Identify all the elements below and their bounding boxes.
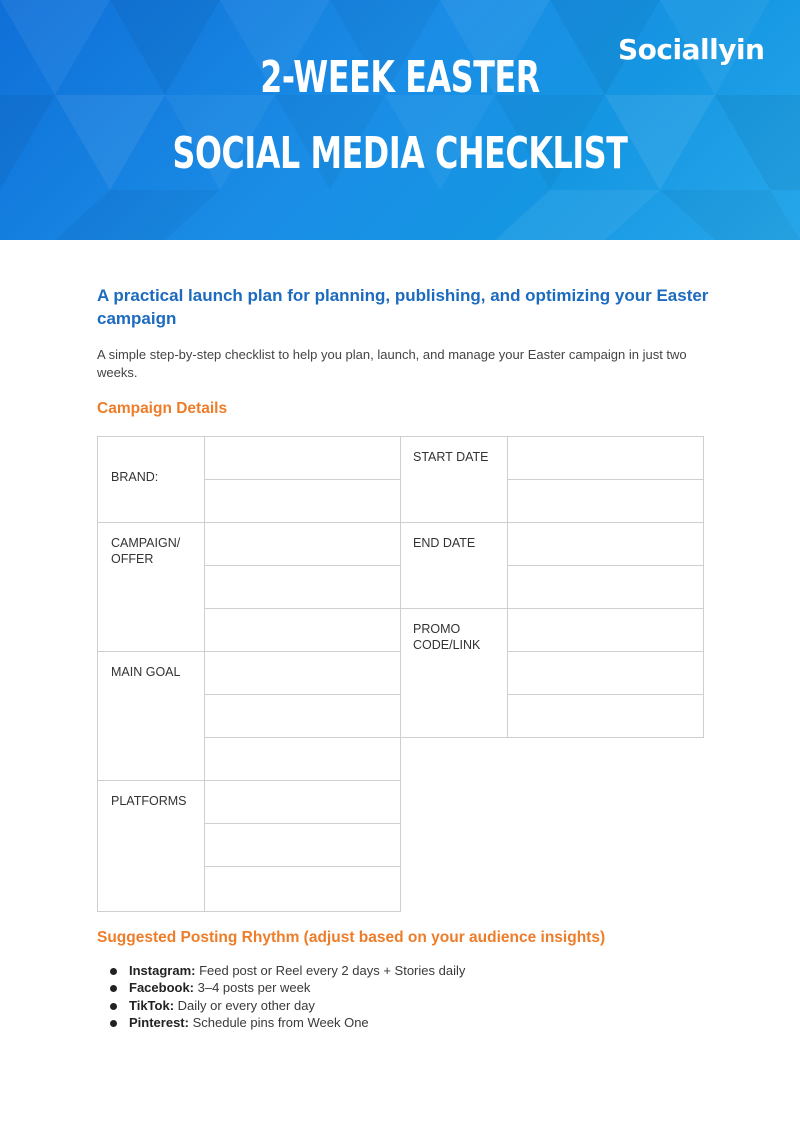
sociallyin-logo: Sociallyin <box>618 33 765 66</box>
main-goal-field-3[interactable] <box>204 737 401 781</box>
main-goal-field-1[interactable] <box>204 651 401 695</box>
campaign-label-cell <box>97 522 205 652</box>
platform-name: Facebook: <box>129 980 195 996</box>
campaign-offer-field-2[interactable] <box>204 565 401 609</box>
list-item <box>110 1014 465 1031</box>
brand-label-cell <box>97 436 205 523</box>
page-title-line2: SOCIAL MEDIA CHECKLIST <box>172 128 628 179</box>
promo-code-field-3[interactable] <box>507 694 704 738</box>
brand-field-2[interactable] <box>204 479 401 523</box>
platform-name: Pinterest: <box>129 1014 189 1030</box>
brand-field-1[interactable] <box>204 436 401 480</box>
campaign-offer-field-1[interactable] <box>204 522 401 566</box>
campaign-details-form <box>97 436 704 912</box>
bullet-icon <box>110 968 117 975</box>
platforms-label: PLATFORMS <box>111 794 187 808</box>
platforms-label-cell <box>97 780 205 912</box>
platform-name: Instagram: <box>129 963 196 978</box>
posting-rhythm-list <box>110 962 465 1031</box>
platforms-field-2[interactable] <box>204 823 401 867</box>
start-date-label: START DATE <box>413 450 489 464</box>
promo-label-cell <box>400 608 508 738</box>
end-date-field-1[interactable] <box>507 522 704 566</box>
platform-frequency: Schedule pins from Week One <box>188 1014 369 1030</box>
bullet-icon <box>110 1020 117 1027</box>
end-date-field-2[interactable] <box>507 565 704 609</box>
main-goal-label: MAIN GOAL <box>111 665 181 679</box>
list-item <box>110 997 465 1014</box>
intro-text: A simple step-by-step checklist to help you plan, launch, and manage your Easter campaign in just two weeks. <box>97 347 687 380</box>
posting-rhythm-heading: Suggested Posting Rhythm (adjust based on your audience insights) <box>97 929 606 946</box>
bullet-icon <box>110 1003 117 1010</box>
campaign-offer-field-3[interactable] <box>204 608 401 652</box>
platforms-field-1[interactable] <box>204 780 401 824</box>
platform-frequency: 3–4 posts per week <box>194 980 311 996</box>
list-item <box>110 979 465 996</box>
page-title-line1: 2-WEEK EASTER <box>260 52 540 103</box>
end-date-label-cell <box>400 522 508 609</box>
main-goal-label-cell <box>97 651 205 781</box>
header-banner <box>0 0 800 240</box>
platforms-field-3[interactable] <box>204 866 401 912</box>
promo-code-field-2[interactable] <box>507 651 704 695</box>
bullet-icon <box>110 985 117 992</box>
list-item <box>110 962 465 979</box>
end-date-label: END DATE <box>413 536 476 550</box>
start-date-field-2[interactable] <box>507 479 704 523</box>
brand-label: BRAND: <box>111 470 159 484</box>
main-goal-field-2[interactable] <box>204 694 401 738</box>
promo-code-field-1[interactable] <box>507 608 704 652</box>
start-date-label-cell <box>400 436 508 523</box>
campaign-details-heading: Campaign Details <box>97 400 228 417</box>
promo-code-label: PROMO CODE/LINK <box>413 622 481 652</box>
platform-name: TikTok: <box>129 997 175 1013</box>
platform-frequency: Feed post or Reel every 2 days + Stories daily <box>195 963 466 978</box>
campaign-offer-label: CAMPAIGN/ OFFER <box>111 536 181 566</box>
platform-frequency: Daily or every other day <box>174 997 315 1013</box>
start-date-field-1[interactable] <box>507 436 704 480</box>
subtitle: A practical launch plan for planning, publishing, and optimizing your Easter campaign <box>97 286 709 328</box>
